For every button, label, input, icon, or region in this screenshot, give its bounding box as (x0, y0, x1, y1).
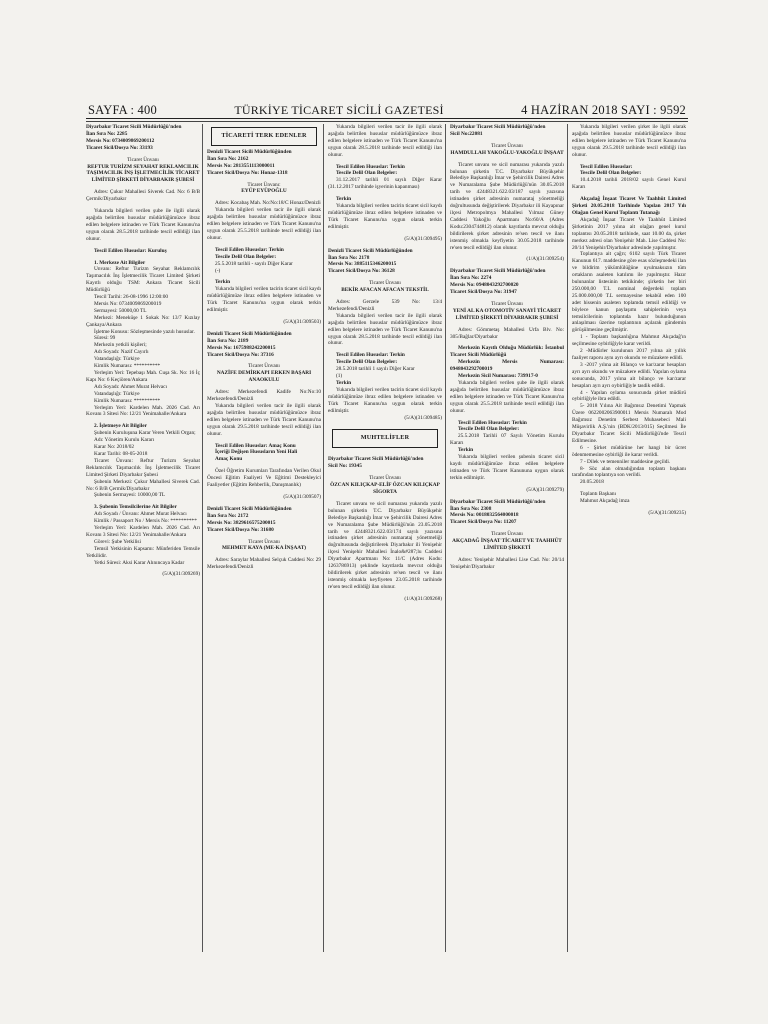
registry-number: Ticaret Sicil/Dosya No: 37316 (207, 351, 274, 358)
notice-number: İlan Sıra No: 2308 (450, 505, 492, 512)
body-line: Temsil Yetkisinin Kapsamı: Münferiden Temsile Yetkilidir. (86, 545, 200, 559)
agenda-item: 2 -Müdürler kurulunun 2017 yılına ait yıllık faaliyet raporu aynı ayrı okundu ve müzakere edildi. (572, 348, 686, 361)
column-4 (450, 124, 564, 952)
evidence-docs: Tescile Delil Olan Belgeler: (336, 170, 398, 177)
registry-office: Diyarbakır Ticaret Sicili Müdürlüğü'nden (450, 498, 546, 505)
meeting-title: Akçadağ İnşaat Ticaret Ve Taahhüt Limited Şirketi 20.05.2018 Tarihinde Yapılan 2017 Yılı Olağan Genel Kurul Toplantı Tutanağı (572, 196, 686, 216)
section-heading: 1. Merkeze Ait Bilgiler (94, 259, 146, 266)
registered-matters: Tescil Edilen Hususlar: (580, 163, 633, 170)
body-line: Yerleşim Yeri: Kardelen Mah. 2026 Cad. Arı Kovanı 3 Sitesi No: 12/21 Yenimahalle/Ankara (86, 525, 200, 538)
agenda-item: 5- 2018 Yılına Ait Bağımsız Denetimi Yapmak Üzere 0622002063900011 Mersis Numaralı Mod Bağımsız Denetim Serbest Muhasebeci Mali Müşavirlik A.Ş.'nin (BDK/2013/015) Seçilmesi İle Diyarbakır Ticaret Sicili Müdürlüğü'nde Tescil Edilmesine. (572, 403, 686, 444)
registry-number: Sicil No:22081 (450, 130, 483, 137)
body-line: Merkezin Sicil Numarası: 739917-0 (458, 373, 538, 380)
body-line: Merkezin yetkili kişileri; (94, 342, 147, 349)
body-line: Unvanı: Reftur Turizm Seyahat Reklamcılık Taşımacılık İnş İşletmecilik Ticaret Limited Şirketi Kayıtlı olduğu TSM: Ankara Ticaret Sicili Müdürlüğü (86, 266, 200, 294)
agenda-item: 1 - Toplantı başkanlığına Mahmut Akçadağ'ın seçilmesine oybirliğiyle karar verildi. (572, 334, 686, 348)
reference-code: (1/A)(31/309254) (526, 256, 564, 263)
body-line: Mersis No: 0734009869200019 (94, 300, 162, 307)
address: Adres: Çukur Mahallesi Siverek Cad. No: 6 B/B Çermik/Diyarbakır (86, 189, 200, 203)
body-line: Vatandaşlığı: Türkiye (94, 390, 140, 397)
section-box-title: MUHTELİFLER (332, 429, 438, 448)
trade-name-label: Ticaret Ünvanı (491, 531, 523, 538)
body-line: Terkin (215, 279, 231, 286)
company-name: AKÇADAĞ İNŞAAT TİCARET VE TAAHHÜT LİMİTED ŞİRKETİ (452, 538, 562, 552)
notice-body: Ticaret unvanı ve sicil numarası yukarıda yazılı bulunan şirketin T.C. Diyarbakır Büyükşehir Belediye Başkanlığı İmar ve Şehircilik Dairesi Adres ve Numaralama Şube Müdürlüğü'nün 23.05.2018 tarih ve 42448321.622.03/174 sayılı yazısına istinaden şirket adresinin numarataj yönetmeliği doğrultusunda değiştirilerek Diyarbakır ili Yenişehir ilçesi Yenişehir Mahallesi İnalo&#287;lu Caddesi Diyarbakır Apartmanı No: 11/C (Adres Kodu: 1263786913) şeklinde kayıtlarda mevcut olduğu bildirilerek şirket adresinin re'sen tescil ve ilanı istenmiş olmakla keyfiyeten 23.05.2018 tarihinde re'sen tescil edildiği ilan olunur. (328, 500, 442, 590)
notice-number: İlan Sıra No: 2189 (207, 337, 249, 344)
body-line: Adı: Yönetim Kurulu Kararı (94, 437, 155, 444)
agenda-item: 8- Söz alan olmadığından toplantı başkanı tarafından toplantıya son verildi. (572, 465, 686, 479)
notice-body: Yukarıda bilgileri verilen şube ile ilgili olarak aşağıda belirtilen hususlar müdürlüğümüzce ibraz edilen belgelere istinaden ve Türk Ticaret Kanunu'na uygun olarak 28.5.2018 tarihinde tescil edildiği ilan olunur. (86, 208, 200, 242)
notice-number: İlan Sıra No: 2178 (328, 254, 370, 261)
notice-number: İlan Sıra No: 2285 (86, 130, 128, 137)
notice-body: Yukarıda bilgileri verilen tacir ile ilgili olarak aşağıda belirtilen hususlar müdürlüğümüzce ibraz edilen belgelere istinaden ve Türk Ticaret Kanunu'na uygun olarak 28.5.2018 tarihinde tescil edildiği ilan olunur. (328, 124, 442, 158)
body-line: Kimlik Numarası: ********** (94, 363, 161, 370)
registry-number: Ticaret Sicil/Dosya No: 11207 (450, 519, 517, 526)
mersis-number: Mersis No: 2813551113000011 (207, 162, 275, 169)
company-name: REFTUR TURİZM SEYAHAT REKLAMCILIK TAŞIMACILIK İNŞ İŞLETMECİLİK TİCARET LİMİTED ŞİRKETİ DİYARBAKIR ŞUBESİ (86, 163, 200, 184)
column-divider (202, 124, 203, 952)
mersis-number: Mersis No: 0734009869200112 (86, 137, 155, 144)
trade-name-label: Ticaret Ünvanı (491, 300, 523, 307)
registry-number: Ticaret Sicil/Dosya No: 31680 (207, 526, 274, 533)
company-name: MEHMET KAYA (ME-KA İNŞAAT) (221, 545, 307, 552)
notice-number: İlan Sıra No: 2162 (207, 155, 249, 162)
trade-name-label: Ticaret Ünvanı (127, 156, 159, 163)
body-line: Merkezin Mersis Numarası: 0948043292700019 (450, 359, 564, 373)
evidence-docs: Tescile Delil Olan Belgeler: (458, 426, 520, 433)
column-divider (567, 124, 568, 952)
body-line: Yetki Süresi: Aksi Karar Alınıncaya Kadar (94, 559, 185, 566)
notice-body: Yukarıda bilgileri verilen tacir ile ilgili olarak aşağıda belirtilen hususlar müdürlüğümüzce ibraz edilen belgelere istinaden ve Türk Ticaret Kanunu'na uygun olarak 25.5.2018 tarihinde tescil edildiği ilan olunur. (207, 207, 321, 241)
address: Adres: Saraylar Mahallesi Selçuk Caddesi No: 29 Merkezefendi/Denizli (207, 557, 321, 571)
meeting-date: 20.05.2018 (580, 479, 604, 486)
section-box-title: TİCARETİ TERK EDENLER (211, 127, 317, 146)
reference-code: (5/A)(31/309235) (648, 510, 686, 517)
body-line: Merkezin Kayıtlı Olduğu Müdürlük: İstanbul Ticaret Sicili Müdürlüğü (450, 345, 564, 359)
registry-office: Denizli Ticaret Sicili Müdürlüğünden (207, 330, 292, 337)
agenda-item: 3 -2017 yılına ait Bilanço ve kar/zarar hesapları ayrı ayrı okundu ve müzakere edildi. Yapılan oylama sonucunda, 2017 yılına ait bilanço ve kar/zarar hesapları ayrı ayrı oybirliğiyle tasdik edildi. (572, 361, 686, 389)
body-line: Görevi: Şube Yetkilisi (94, 538, 141, 545)
evidence-docs: Tescile Delil Olan Belgeler: (580, 170, 642, 177)
registered-matters: Tescil Edilen Hususlar: Terkin (215, 246, 284, 253)
section-heading: 3. Şubenin Temsilcilerine Ait Bilgiler (94, 504, 177, 511)
notice-body: Yukarıda bilgileri verilen tacirin ticaret sicil kaydı müdürlüğümüze ibraz edilen belgelere istinaden ve Türk Ticaret Kanunu'na uygun olarak terkin edilmiştir. (207, 286, 321, 314)
notice-body: Yukarıda bilgileri verilen tacir ile ilgili olarak aşağıda belirtilen hususlar müdürlüğümüzce ibraz edilen belgelere istinaden ve Türk Ticaret Kanunu'na uygun olarak 29.5.2018 tarihinde tescil edildiği ilan olunur. (207, 403, 321, 437)
agenda-item: 6 - Şirket müdürüne her hangi bir ücret ödenmemesine oybirliği ile karar verildi. (572, 444, 686, 458)
address: Adres: Gömmetaş Mahallesi Urfa Blv. No: 305/Bağlar/Diyarbakır (450, 326, 564, 340)
column-2 (207, 124, 321, 952)
company-name: YENİ AL KA OTOMOTİV SANAYİ TİCARET LİMİTED ŞİRKETİ DİYARBAKIR ŞUBESİ (452, 307, 562, 321)
body-line: 25.5.2018 Tarihli 07 Sayılı Yönetim Kurulu Kararı (450, 433, 564, 447)
trade-name-label: Ticaret Ünvanı: (247, 181, 281, 188)
trade-name-label: Ticaret Ünvanı (248, 363, 280, 370)
registered-matters: Tescil Edilen Hususlar: Terkin (336, 352, 405, 359)
reference-code: (1/A)(31/309268) (404, 595, 442, 602)
evidence-docs: Tescile Delil Olan Belgeler: (215, 253, 277, 260)
notice-body: Akçadağ İnşaat Ticaret Ve Taahhüt Limited Şirketinin 2017 yılına ait olağan genel kurul toplantısı 20.05.2018 tarihinde, saat 10.00 da, şirket merkez adresi olan Yenişehir Mah. Lise Caddesi No: 20/14 Yenişehir/Diyarbakır adresinde yapılmıştır. (572, 216, 686, 251)
signatory-title: Toplantı Başkanı (580, 491, 616, 498)
registered-matters: Tescil Edilen Hususlar: Terkin (458, 419, 527, 426)
company-name: HAMDULLAH YAKOĞLU-YAKOĞLU İNŞAAT (450, 149, 564, 156)
address: Adres: Merkezefendi Kadife No:No:10 Merkezefendi/Denizli (207, 389, 321, 403)
column-1 (86, 124, 200, 952)
registry-number: Ticaret Sicil/Dosya No: 36128 (328, 268, 395, 275)
reference-code: (5/A)(31/309485) (404, 414, 442, 421)
registry-number: Ticaret Sicil/Dosya No: Honaz-1318 (207, 169, 288, 176)
body-line: Merkezi: Meneküşe 1 Sokak No: 13/7 Kızılay Çankaya/Ankara (86, 314, 200, 328)
notice-body: Yukarıda bilgileri verilen tacir ile ilgili olarak aşağıda belirtilen hususlar müdürlüğümüzce ibraz edilen belgelere istinaden ve Türk Ticaret Kanunu'na uygun olarak 28.5.2018 tarihinde tescil edildiği ilan olunur. (328, 312, 442, 347)
notice-body: Toplantıya ait çağrı; 6102 sayılı Türk Ticaret Kanunun 617. maddesine göre esas sözleşmedeki ilan ve bildirim yükümlülüğüne uyulmaksızın tüm ortakların asaleten katılımı ile yapılmıştır. Hazır bulunanlar listesinin tetkikinde; şirketin her biri 250.000,00 T.L nominal değerdeki toplam 25.000.000,00 T.L sermayesine tekabül eden 100 adet hissenin asaleten toplamda temsil edildiği ve böylece kanun paylaşımı sahiplerinin veya temsilcilerinin toplantıda hazır bulunduğunun anlaşılması üzerine toplantının açılarak gündemin görüşülmesine geçilmiştir. (572, 251, 686, 334)
body-line: (1) (336, 373, 343, 380)
mersis-number: Mersis No: 3885115346200015 (328, 261, 397, 268)
notice-body: Yukarıda bilgileri verilen tacirin ticaret sicil kaydı müdürlüğümüze ibraz edilen belgelere istinaden ve Türk Ticaret Kanunu'na uygun olarak terkin edilmiştir. (328, 203, 442, 230)
page-number: SAYFA : 400 (88, 103, 157, 117)
body-line: Kimlik / Passaport No / Mersis No: ********** (94, 518, 197, 525)
column-divider (323, 124, 324, 952)
notice-body: Yukarıda bilgileri verilen şube ile ilgili olarak aşağıda belirtilen hususlar müdürlüğümüzce ibraz edilen belgelere istinaden ve Türk Ticaret Kanunu'na uygun olarak 25.5.2018 tarihinde tescil edildiği ilan olunur. (450, 380, 564, 414)
notice-body: Ticaret unvanı ve sicil numarası yukarıda yazılı bulunan şirketin T.C. Diyarbakır Büyükşehir Belediye Başkanlığı İmar ve Şehircilik Dairesi Adres ve Numaralama Şube Müdürlüğü'nün 30.05.2018 tarih ve 42448321.622.03/187 sayılı yazısına istinaden şirket adresinin numarataj yönetmeliği doğrultusunda değiştirilerek Diyarbakır ili Kayapınar ilçesi Metropolmya Mahallesi Yılmaz Güney Caddesi Yakoğlu Apartmanı No:60/A (Adres Kodu:2304744812) olarak kayıtlarda mevcut olduğu bildirilerek şirket adresinin re'sen tescil ve ilanı istenmiş olmakla keyfiyetin 30.05.2018 tarihinde re'sen tescil edildiği ilan olunur. (450, 161, 564, 251)
gazette-title: TÜRKİYE TİCARET SİCİLİ GAZETESİ (234, 103, 444, 117)
company-name: ÖZCAN KILIÇKAP-ELİF ÖZCAN KILIÇKAP SİGORTA (330, 482, 440, 495)
column-3 (328, 124, 442, 952)
body-line: Karar Tarihi: 08-05-2018 (94, 450, 148, 457)
registry-office: Denizli Ticaret Sicili Müdürlüğünden (207, 148, 292, 155)
body-line: Yerleşim Yeri: Kardelen Mah. 2026 Cad. Arı Kovanı 3 Sitesi No: 12/21 Yenimahalle/Ankara (86, 404, 200, 418)
registry-number: Ticaret Sicil/Dosya No: 33193 (86, 144, 153, 151)
body-line: Şubenin Kuruluşuna Karar Veren Yetkili Organ; (94, 430, 196, 437)
gazette-header (88, 100, 686, 118)
address: Adres: Yenişehir Mahallesi Lise Cad. No: 20/14 Yenişehir/Diyarbakır (450, 556, 564, 570)
header-rule-thin (86, 121, 688, 122)
agenda-item: 4 - Yapılan oylama sonucunda şirket müdürü oybirliğiyle ibra edildi. (572, 389, 686, 403)
registry-office: Diyarbakır Ticaret Sicili Müdürlüğü'nden (86, 124, 182, 130)
column-5 (572, 124, 686, 952)
company-name: BEKİR AFACAN AFACAN TEKSTİL (341, 287, 429, 294)
body-line: Adı Soyadı: Nazif Cayırlı (94, 349, 149, 356)
reference-code: (5/A)(31/309279) (526, 486, 564, 493)
registry-office: Diyarbakır Ticaret Sicili Müdürlüğü'nden (450, 124, 546, 130)
body-line: Terkin (458, 447, 474, 454)
header-rule (86, 118, 688, 119)
body-line: Özel Öğretim Kurumları Tarafından Verilen Okul Öncesi Eğitim Faaliyeti Ve Eğitimi Destekleyici Faaliyetler (Eğitim Rehberlik, Danışmanlık) (207, 468, 321, 489)
address: Adres: Kocabaş Mah. No:No:18/C Honaz/Denizli (215, 200, 321, 207)
body-line: 25.5.2018 tarihli - sayılı Diğer Karar (215, 260, 293, 267)
body-line: 10.4.2018 tarihli 2018/02 sayılı Genel Kurul Kararı (572, 177, 686, 191)
trade-name-label: Ticaret Ünvanı (248, 538, 280, 545)
section-heading: 2. İşletmeye Ait Bilgiler (94, 423, 147, 430)
registry-office: Diyarbakır Ticaret Sicili Müdürlüğü'nden (450, 268, 546, 275)
column-divider (445, 124, 446, 952)
registry-number: Ticaret Sicil/Dosya No: 31947 (450, 289, 517, 296)
body-line: Karar No: 2018/02 (94, 444, 135, 451)
agenda-item: 7 - Dilek ve temenniler maddesine geçildi. (580, 458, 671, 465)
body-line: Şubenin Merkezi: Çukur Mahallesi Siverek Cad. No: 6 B/B Çermik/Diyarbakır (86, 478, 200, 492)
registry-office: Denizli Ticaret Sicili Müdürlüğünden (207, 505, 292, 512)
body-line: Terkin (336, 196, 352, 203)
body-line: (-) (215, 267, 221, 274)
issue-date: 4 HAZİRAN 2018 SAYI : 9592 (521, 103, 686, 117)
company-name: EYÜP EYÜPOĞLU (241, 188, 287, 195)
registered-matters: Tescil Edilen Hususlar: Terkin (336, 163, 405, 170)
body-line: Tescil Tarihi: 26-08-1996 12:00:00 (94, 294, 169, 301)
body-line: İçeriği Değişen Hususların Yeni Hali (215, 449, 298, 456)
body-line: Kimlik Numarası: ********** (94, 397, 161, 404)
body-line: 31.12.2017 tarihli 01 sayılı Diğer Karar (31.12.2017 tarihinde işyerinin kapanması) (328, 177, 442, 191)
mersis-number: Mersis No: 1675988242200015 (207, 344, 276, 351)
body-line: Terkin (336, 380, 352, 386)
body-line: Süresi: 99 (94, 335, 116, 342)
body-line: Adı Soyadı / Ünvanı: Ahmet Murat Helvacı (94, 511, 187, 518)
reference-code: (5/A)(31/309503) (283, 318, 321, 325)
trade-name-label: Ticaret Ünvanı (369, 475, 401, 482)
mersis-number: Mersis No: 0948043292700020 (450, 282, 519, 289)
body-line: Ticaret Ünvanı: Reftur Turizm Seyahat Reklamcılık Taşımacılık İnş İşletmecilik Ticaret Limited Şirketi Diyarbakır Şubesi (86, 457, 200, 478)
notice-number: İlan Sıra No: 2274 (450, 275, 492, 282)
registry-office: Denizli Ticaret Sicili Müdürlüğünden (328, 247, 413, 254)
notice-body: Yukarıda bilgileri verilen tacirin ticaret sicil kaydı müdürlüğümüze ibraz edilen belgelere istinaden ve Türk Ticaret Kanunu'na uygun olarak terkin edilmiştir. (328, 386, 442, 414)
registered-matters: Tescil Edilen Hususlar: Amaç Konu (215, 442, 296, 449)
trade-name-label: Ticaret Ünvanı (491, 142, 523, 149)
signatory-name: Mahmut Akçadağ imza (580, 498, 630, 505)
evidence-docs: Tescile Delil Olan Belgeler: (336, 359, 398, 366)
trade-name-label: Ticaret Ünvanı (369, 280, 401, 287)
registry-office: Diyarbakır Ticaret Sicili Müdürlüğü'nden (328, 456, 424, 463)
registered-matters: Tescil Edilen Hususlar: Kuruluş (94, 247, 167, 254)
notice-body: Yukarıda bilgileri verilen şirket ile ilgili olarak aşağıda belirtilen hususlar müdürlüğümüzce ibraz edilen belgelere istinaden ve Türk Ticaret Kanunu'na uygun olarak 29.5.2018 tarihinde tescil edildiği ilan olunur. (572, 124, 686, 158)
reference-code: (5/A)(31/309269) (162, 571, 200, 578)
body-line: Yerleşim Yeri: Tepebaşı Mah. Cuşa Sk. No: 16 İç Kapı No: 6 Keçiören/Ankara (86, 370, 200, 383)
mersis-number: Mersis No: 3829616575200015 (207, 519, 276, 526)
body-line: 28.5.2018 tarihli 1 sayılı Diğer Karar (336, 366, 415, 373)
company-name: NAZİFE DEMİRKAPI ERKEN BAŞARI ANAOKULU (216, 370, 312, 384)
registry-number: Sicil No: 19345 (328, 463, 362, 470)
body-line: Vatandaşlığı: Türkiye (94, 356, 140, 363)
address: Adres: Gerzele 539 No: 13/4 Merkezefendi/Denizli (328, 299, 442, 312)
reference-code: (5/A)(31/309507) (283, 493, 321, 500)
body-line: Amaç Konu (215, 456, 243, 463)
body-line: İşletme Konusu: Sözleşmesinde yazılı hususlar. (94, 328, 195, 335)
body-line: Adı Soyadı: Ahmet Murat Helvacı (94, 383, 167, 390)
body-line: Sermayesi: 50000,00 TL (94, 307, 147, 314)
notice-body: Yukarıda bilgileri verilen şubenin ticaret sicil kaydı müdürlüğümüze ibraz edilen belgelere istinaden ve Türk Ticaret Kanununa uygun olarak terkin edilmiştir. (450, 454, 564, 481)
notice-number: İlan Sıra No: 2172 (207, 512, 249, 519)
body-line: Şubenin Sermayesi: 10000,00 TL (94, 492, 166, 499)
mersis-number: Mersis No: 0018032564000018 (450, 512, 519, 519)
reference-code: (5/A)(31/309495) (404, 235, 442, 242)
